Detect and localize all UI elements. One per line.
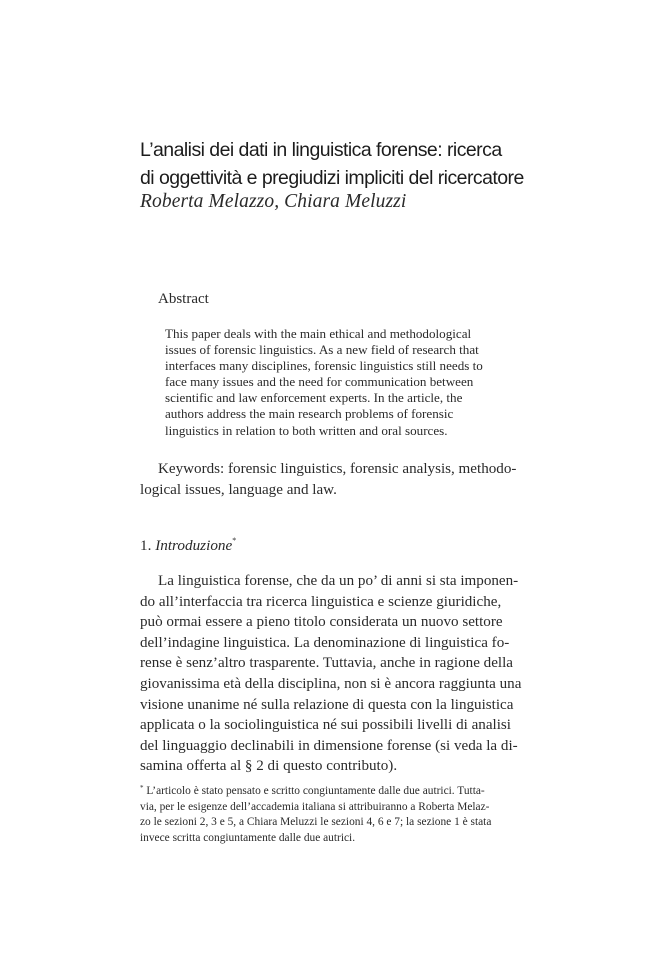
abstract-line: face many issues and the need for communication between <box>165 374 474 390</box>
title-line: L’analisi dei dati in linguistica forense: ricerca <box>140 139 502 161</box>
body-line: del linguaggio declinabili in dimensione forense (si veda la di- <box>140 737 518 754</box>
keywords-line: Keywords: forensic linguistics, forensic analysis, methodo- <box>158 461 517 477</box>
body-line: do all’interfaccia tra ricerca linguistica e scienze giuridiche, <box>140 593 502 610</box>
footnote-line: invece scritta congiuntamente dalle due autrici. <box>140 832 356 845</box>
body-line: samina offerta al § 2 di questo contributo). <box>140 758 398 775</box>
article-title <box>140 136 560 192</box>
body-line: La linguistica forense, che da un po’ di anni si sta imponen- <box>158 573 519 589</box>
body-line: giovanissima età della disciplina, non si è ancora raggiunta una <box>140 675 522 692</box>
abstract-line: authors address the main research problems of forensic <box>165 406 454 422</box>
footnote-line: via, per le esigenze dell’accademia italiana si attribuiranno a Roberta Melaz- <box>140 800 490 813</box>
abstract-line: linguistics in relation to both written and oral sources. <box>165 422 448 438</box>
abstract-text <box>165 326 541 439</box>
title-line: di oggettività e pregiudizi impliciti del ricercatore <box>140 167 524 189</box>
abstract-line: issues of forensic linguistics. As a new field of research that <box>165 342 479 358</box>
footnote-first-line: L’articolo è stato pensato e scritto congiuntamente dalle due autrici. Tutta- <box>146 785 485 797</box>
section-heading <box>140 531 236 556</box>
keywords <box>140 459 544 501</box>
section-title: Introduzione <box>155 537 233 554</box>
abstract-line: scientific and law enforcement experts. In the article, the <box>165 390 463 406</box>
author-list: Roberta Melazzo, Chiara Meluzzi <box>140 191 407 212</box>
abstract-line: This paper deals with the main ethical and methodological <box>165 326 472 341</box>
abstract-heading: Abstract <box>158 291 209 307</box>
body-paragraph <box>140 571 544 777</box>
body-line: dell’indagine linguistica. La denominazione di linguistica fo- <box>140 634 510 651</box>
footnote-line <box>140 781 544 800</box>
body-line: rense è senz’altro trasparente. Tuttavia, anche in ragione della <box>140 655 514 672</box>
footnote-line: zo le sezioni 2, 3 e 5, a Chiara Meluzzi le sezioni 4, 6 e 7; la sezione 1 è stata <box>140 816 492 829</box>
section-number: 1. <box>140 537 152 554</box>
body-line: visione unanime né sulla relazione di questa con la linguistica <box>140 696 514 713</box>
footnote <box>140 781 544 847</box>
footnote-marker: * <box>140 784 144 792</box>
abstract-line: interfaces many disciplines, forensic linguistics still needs to <box>165 358 483 374</box>
footnote-marker: * <box>232 536 237 545</box>
keywords-line: logical issues, language and law. <box>140 482 337 498</box>
body-line: può ormai essere a pieno titolo considerata un nuovo settore <box>140 614 503 631</box>
body-line: applicata o la sociolinguistica né sui possibili livelli di analisi <box>140 717 511 734</box>
